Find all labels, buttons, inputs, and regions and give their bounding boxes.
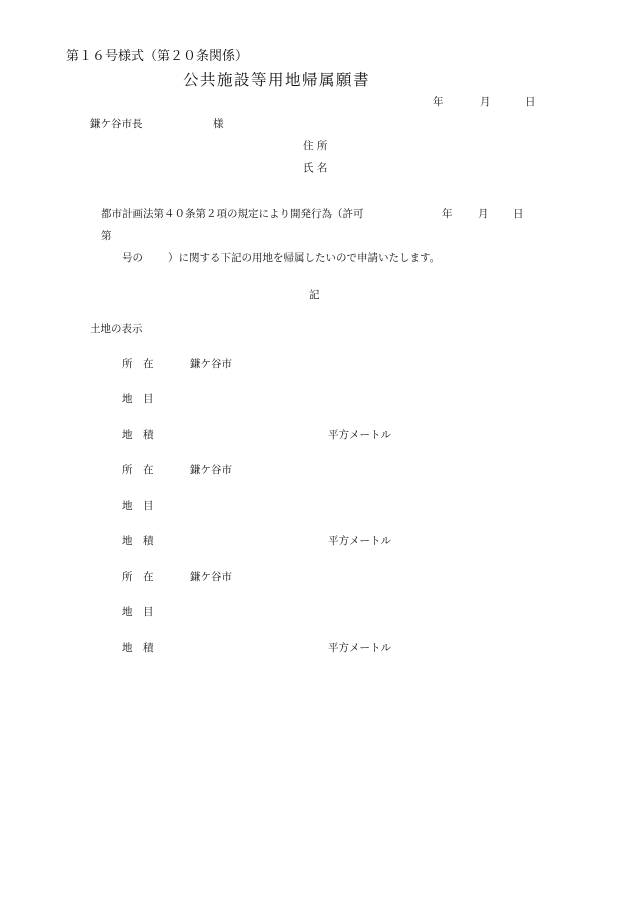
area-unit: 平方メートル <box>328 429 391 441</box>
note-heading: 記 <box>309 289 320 301</box>
date-day-label: 日 <box>525 96 536 108</box>
date-year-label: 年 <box>433 96 444 108</box>
land-category-row <box>0 607 630 621</box>
body-line-3: ）に関する下記の用地を帰属したいので申請いたします。 <box>168 252 441 264</box>
location-value: 鎌ケ谷市 <box>190 464 232 476</box>
area-label: 地 積 <box>122 429 154 441</box>
body-line-3-prefix: 号の <box>122 252 143 264</box>
addressee-name: 鎌ケ谷市長 <box>90 118 143 130</box>
location-label: 所 在 <box>122 358 154 370</box>
land-area-row <box>0 430 630 444</box>
applicant-address-label: 住 所 <box>303 140 328 152</box>
land-heading: 土地の表示 <box>90 323 143 335</box>
land-location-row <box>0 572 630 586</box>
body-line-2: 第 <box>101 230 112 242</box>
land-location-row <box>0 359 630 373</box>
addressee-honorific: 様 <box>213 118 224 130</box>
category-label: 地 目 <box>122 606 154 618</box>
body-line-1: 都市計画法第４０条第２項の規定により開発行為（許可 <box>101 208 364 220</box>
body-permit-day: 日 <box>513 208 524 220</box>
location-label: 所 在 <box>122 464 154 476</box>
location-value: 鎌ケ谷市 <box>190 358 232 370</box>
form-number: 第１６号様式（第２０条関係） <box>66 49 249 64</box>
category-label: 地 目 <box>122 500 154 512</box>
area-unit: 平方メートル <box>328 535 391 547</box>
land-area-row <box>0 643 630 657</box>
land-category-row <box>0 394 630 408</box>
area-unit: 平方メートル <box>328 642 391 654</box>
land-area-row <box>0 536 630 550</box>
category-label: 地 目 <box>122 393 154 405</box>
document-title: 公共施設等用地帰属願書 <box>183 71 371 89</box>
land-location-row <box>0 465 630 479</box>
location-label: 所 在 <box>122 571 154 583</box>
area-label: 地 積 <box>122 535 154 547</box>
date-month-label: 月 <box>480 96 491 108</box>
body-permit-year: 年 <box>442 208 453 220</box>
applicant-name-label: 氏 名 <box>303 162 328 174</box>
land-category-row <box>0 501 630 515</box>
location-value: 鎌ケ谷市 <box>190 571 232 583</box>
body-permit-month: 月 <box>478 208 489 220</box>
area-label: 地 積 <box>122 642 154 654</box>
